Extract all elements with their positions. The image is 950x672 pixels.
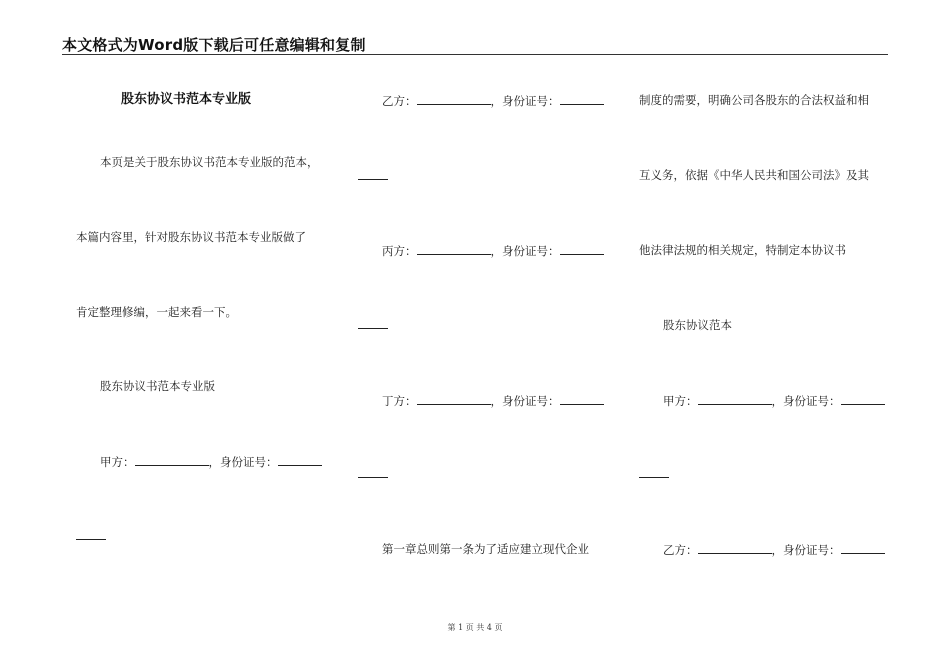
id-label: ，身份证号：: [771, 394, 841, 408]
party-b-label: 乙方：: [663, 543, 698, 557]
id-label: ，身份证号：: [208, 455, 278, 469]
party-c-label: 丙方：: [382, 244, 417, 258]
column-1: [76, 0, 326, 620]
party-b-row: [382, 93, 604, 108]
party-a-label: 甲方：: [663, 394, 698, 408]
party-a-id-blank: [278, 454, 322, 466]
section-title: 股东协议范本: [663, 318, 732, 332]
page-footer: 第 1 页 共 4 页: [447, 623, 503, 632]
party-b-label: 乙方：: [382, 94, 417, 108]
column-3: [639, 0, 889, 620]
id-label: ，身份证号：: [771, 543, 841, 557]
party-b-id-blank: [560, 93, 604, 105]
party-d-name-blank: [417, 393, 491, 405]
party-b-name-blank: [417, 93, 491, 105]
party-d-label: 丁方：: [382, 394, 417, 408]
chapter-line: 第一章总则第一条为了适应建立现代企业: [382, 542, 589, 556]
intro-line-3: 肯定整理修编，一起来看一下。: [76, 305, 237, 319]
party-a-name-blank: [698, 393, 772, 405]
party-c-row: [382, 243, 604, 258]
party-b-name-blank: [698, 542, 772, 554]
body-line-2: 互义务，依据《中华人民共和国公司法》及其: [639, 168, 869, 182]
body-line-3: 他法律法规的相关规定，特制定本协议书: [639, 243, 846, 257]
party-a-id-blank: [841, 393, 885, 405]
continuation-blank: [639, 477, 669, 478]
party-a-row: [663, 393, 885, 408]
continuation-blank: [76, 539, 106, 540]
party-b-row: [663, 542, 885, 557]
party-a-name-blank: [135, 454, 209, 466]
intro-line-2: 本篇内容里，针对股东协议书范本专业版做了: [76, 230, 306, 244]
party-a-label: 甲方：: [100, 455, 135, 469]
id-label: ，身份证号：: [490, 394, 560, 408]
party-d-row: [382, 393, 604, 408]
id-label: ，身份证号：: [490, 244, 560, 258]
section-title: 股东协议书范本专业版: [100, 379, 215, 393]
party-c-name-blank: [417, 243, 491, 255]
party-d-id-blank: [560, 393, 604, 405]
party-a-row: [100, 454, 322, 469]
intro-line-1: 本页是关于股东协议书范本专业版的范本，: [100, 155, 319, 169]
continuation-blank: [358, 328, 388, 329]
party-c-id-blank: [560, 243, 604, 255]
column-2: [358, 0, 608, 620]
continuation-blank: [358, 477, 388, 478]
header-title: 本文格式为Word版下载后可任意编辑和复制: [62, 36, 366, 54]
id-label: ，身份证号：: [490, 94, 560, 108]
continuation-blank: [358, 179, 388, 180]
body-line-1: 制度的需要，明确公司各股东的合法权益和相: [639, 93, 869, 107]
document-title: 股东协议书范本专业版: [121, 92, 252, 107]
party-b-id-blank: [841, 542, 885, 554]
